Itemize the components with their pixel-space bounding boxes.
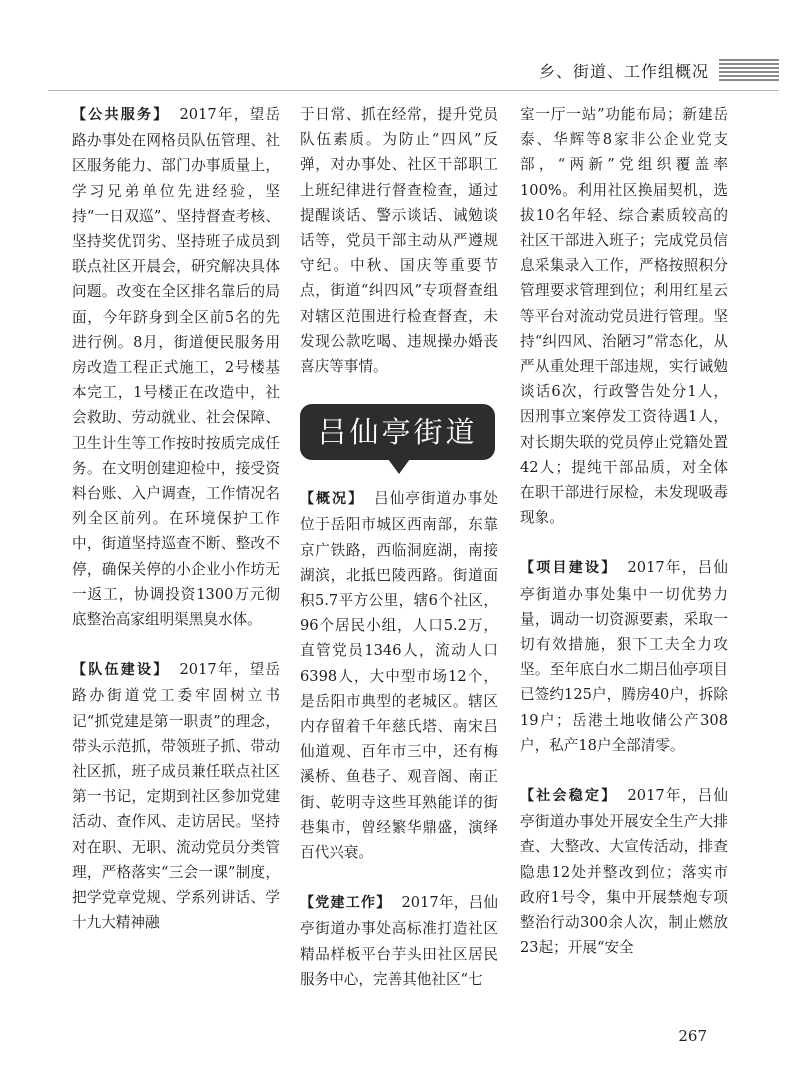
- section-tag: 【队伍建设】: [72, 662, 170, 679]
- paragraph-text: 2017年，望岳路办事处在网格员队伍管理、社区服务能力、部门办事质量上，学习兄弟单位先进经验，坚持“一日双巡”、坚持督查考核、坚持奖优罚劣、坚持班子成员到联点社区开晨会，研究解决具体问题。改变在全区排名靠后的局面，今年跻身到全区前5名的先进行例。8月，街道便民服务用房改造工程正式施工，2号楼基本完工，1号楼正在改造中，社会救助、劳动就业、社会保障、卫生计生等工作按时按质完成任务。在文明创建迎检中，接受资料台账、入户调查，工作情况名列全区前列。在环境保护工作中，街道坚持巡查不断、整改不停，确保关停的小企业小作坊无一返工，协调投资1300万元彻底整治高家组明渠黑臭水体。: [72, 106, 281, 629]
- paragraph-text: 于日常、抓在经常，提升党员队伍素质。为防止“四风”反弹，对办事处、社区干部职工上班纪律进行督查检查，通过提醒谈话、警示谈话、诫勉谈话等，党员干部主动从严遵规守纪。中秋、国庆等重要节点，街道“纠四风”专项督查组对辖区范围进行检查督查，未发现公款吃喝、违规操办婚丧喜庆等事情。: [300, 106, 498, 376]
- column-right: [520, 102, 728, 986]
- running-header-title: 乡、街道、工作组概况: [538, 62, 709, 81]
- paragraph-text: 2017年，吕仙亭街道办事处集中一切优势力量，调动一切资源要素，采取一切有效措施，狠下工夫全力攻坚。至年底白水二期吕仙亭项目已签约125户，腾房40户，拆除19户；岳港土地收储公产308户，私产18户全部清零。: [520, 559, 729, 754]
- section-tag: 【公共服务】: [72, 107, 170, 123]
- column-left: [72, 102, 280, 961]
- paragraph-public-service: [72, 102, 280, 632]
- paragraph-text: 吕仙亭街道办事处位于岳阳市城区西南部，东靠京广铁路，西临洞庭湖，南接湖滨，北抵巴陵西路。街道面积5.7平方公里，辖6个社区，96个居民小组，人口5.2万，直管党员1346人，流动人口6398人，大中型市场12个，是岳阳市典型的老城区。辖区内存留着千年慈氏塔、南宋吕仙道观、百年市三中，还有梅溪桥、鱼巷子、观音阁、南正街、乾明寺这些耳熟能详的街巷集市，曾经繁华鼎盛，演绎百代兴衰。: [300, 490, 498, 862]
- paragraph-text: 2017年，吕仙亭街道办事处高标准打造社区精品样板平台芋头田社区居民服务中心，完善其他社区“七: [300, 894, 499, 988]
- header-divider: [48, 90, 779, 91]
- paragraph-continued: [520, 102, 728, 530]
- paragraph-social-stability: [520, 783, 728, 960]
- paragraph-overview: [300, 486, 498, 865]
- section-tag: 【概况】: [300, 491, 365, 508]
- paragraph-continued: [300, 102, 498, 379]
- paragraph-text: 2017年，望岳路办街道党工委牢固树立书记“抓党建是第一职责”的理念，带头示范抓，带领班子抓、带动社区抓，班子成员兼任联点社区第一书记，定期到社区参加党建活动、查作风、走访居民。坚持对在职、无职、流动党员分类管理，严格落实“三会一课”制度，把学党章党规、学系列讲话、学十九大精神融: [72, 661, 281, 932]
- section-heading-bubble: 吕仙亭街道: [300, 404, 495, 460]
- paragraph-party-building: [300, 890, 498, 992]
- header-stripe-decoration: [719, 59, 779, 83]
- paragraph-team-building: [72, 657, 280, 935]
- column-middle: [300, 102, 498, 1017]
- paragraph-projects: [520, 555, 728, 758]
- section-tag: 【项目建设】: [520, 560, 618, 577]
- paragraph-text: 室一厅一站”功能布局；新建岳泰、华辉等8家非公企业党支部，“两新”党组织覆盖率100%。利用社区换届契机，选拔10名年轻、综合素质较高的社区干部进入班子；完成党员信息采集录入工作，严格按照积分管理要求管理到位；利用红星云等平台对流动党员进行管理。坚持“纠四风、治陋习”常态化，从严从重处理干部违规，实行诫勉谈话6次，行政警告处分1人，因刑事立案停发工资待遇1人，对长期失联的党员停止党籍处置42人；提纯干部品质，对全体在职干部进行尿检，未发现吸毒现象。: [520, 106, 728, 527]
- section-tag: 【党建工作】: [300, 895, 392, 912]
- page-number: 267: [678, 1027, 707, 1045]
- paragraph-text: 2017年，吕仙亭街道办事处开展安全生产大排查、大整改、大宣传活动，排查隐患12处并整改到位；落实市政府1号令，集中开展禁炮专项整治行动300余人次，制止燃放23起；开展“安全: [520, 787, 729, 957]
- section-tag: 【社会稳定】: [520, 788, 618, 805]
